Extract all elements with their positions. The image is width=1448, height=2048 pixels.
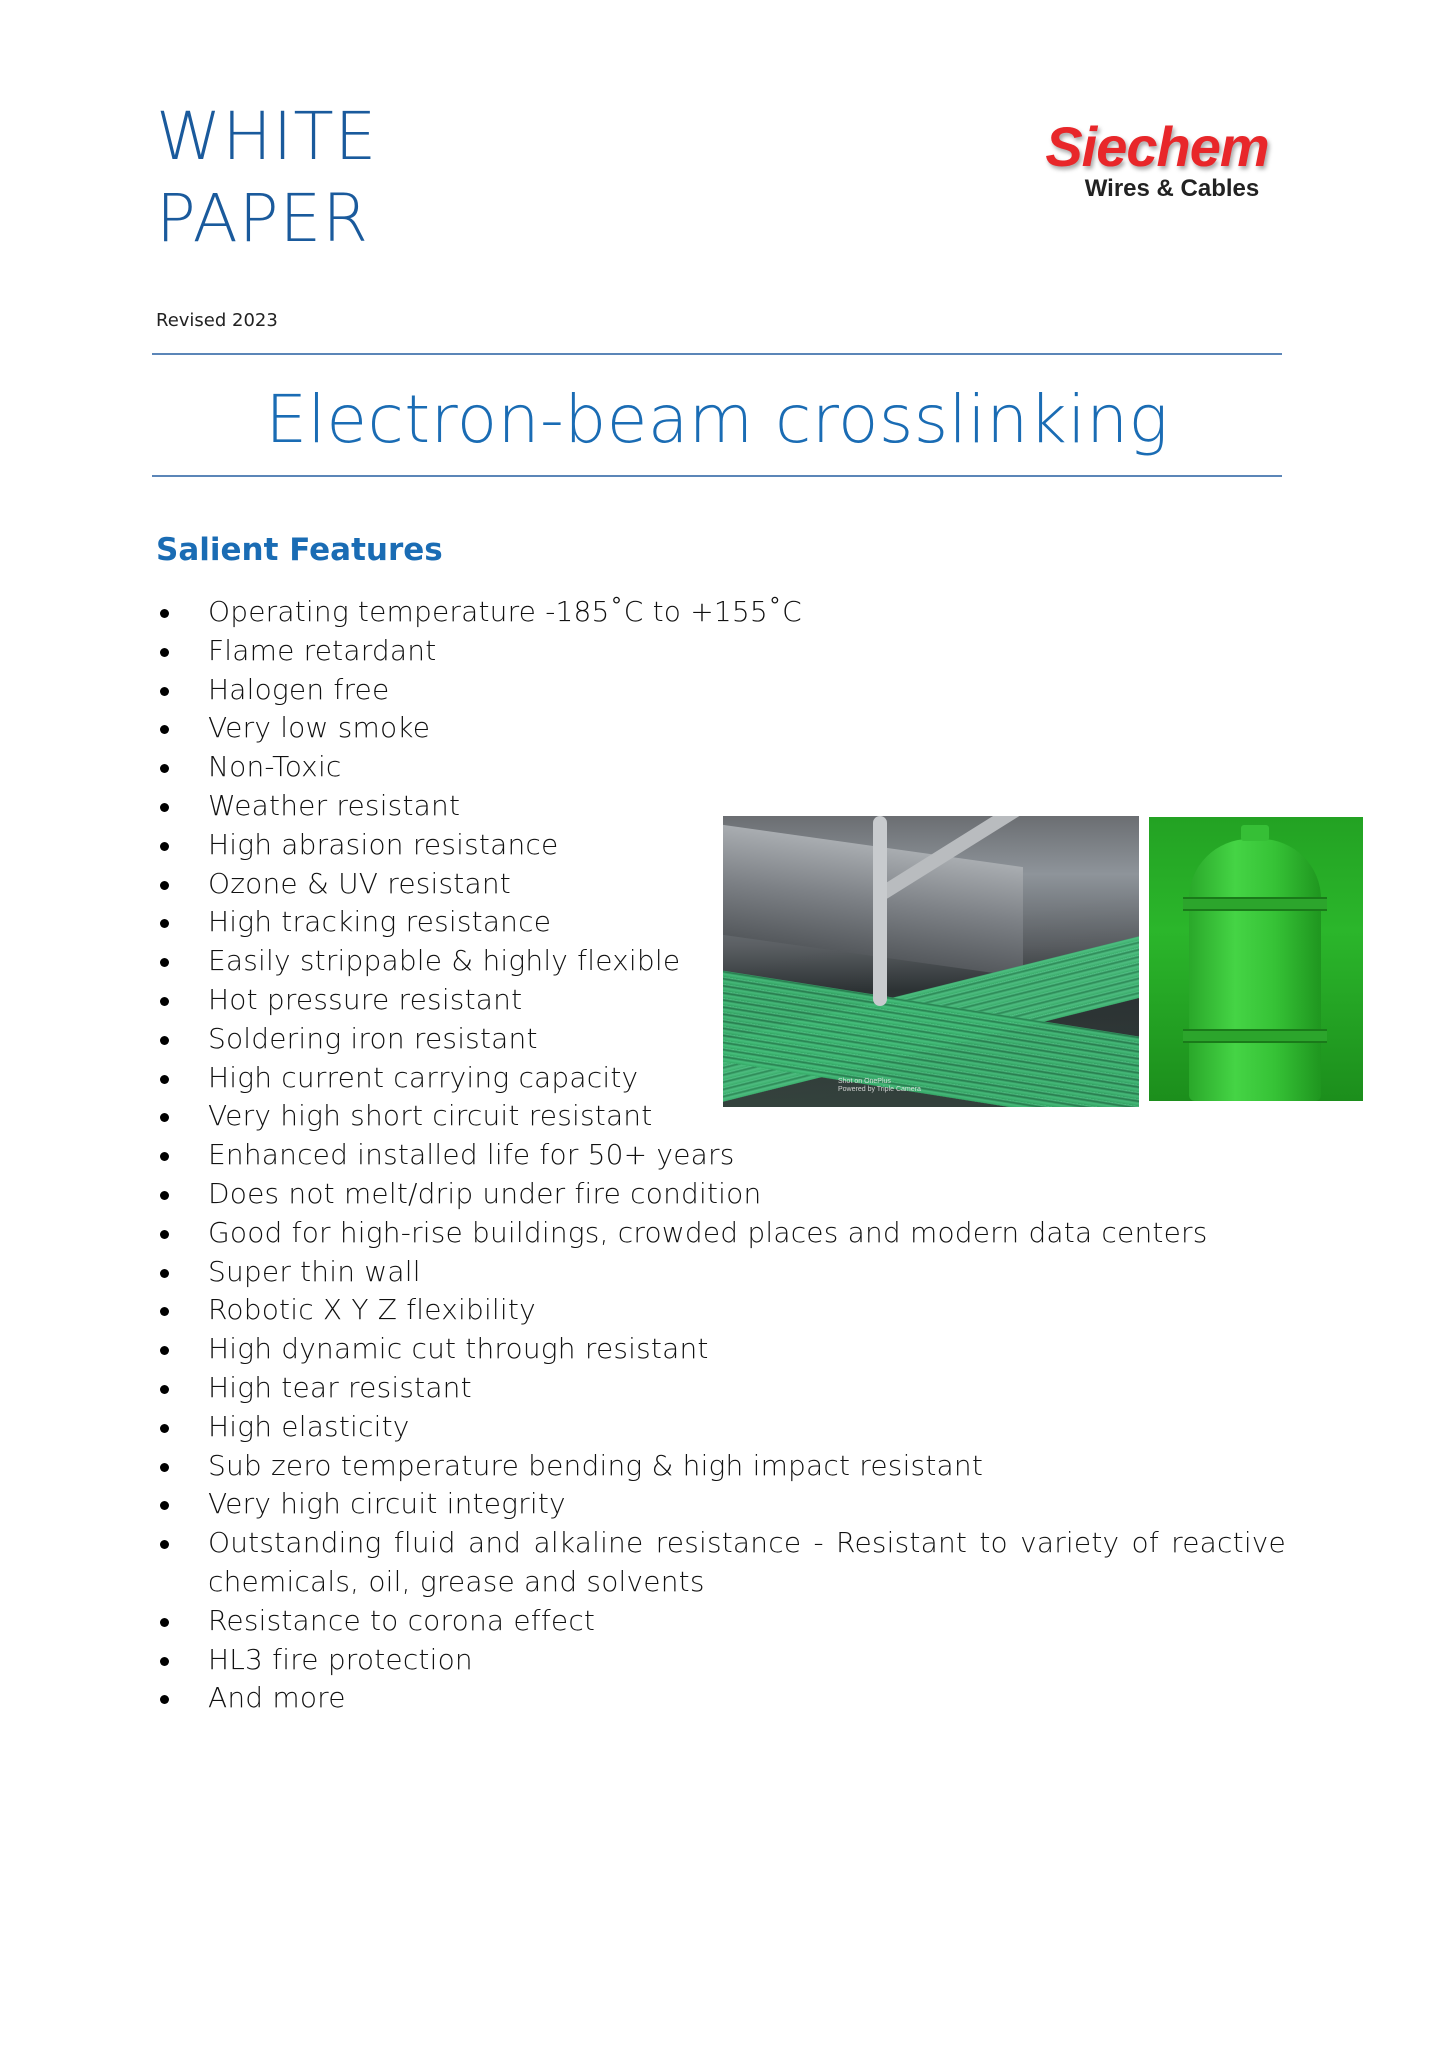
bullet-icon	[160, 1618, 169, 1627]
feature-item: Easily strippable & highly flexible	[156, 942, 1286, 981]
logo-brand-name: Siechem	[1045, 115, 1269, 178]
bullet-icon	[160, 842, 169, 851]
feature-item: Very high short circuit resistant	[156, 1097, 1286, 1136]
title-divider-top	[152, 353, 1282, 355]
accelerator-vessel-photo	[1149, 817, 1363, 1101]
feature-item: Resistance to corona effect	[156, 1602, 1286, 1641]
bullet-icon	[160, 881, 169, 890]
bullet-icon	[160, 764, 169, 773]
feature-item: Non-Toxic	[156, 748, 1286, 787]
feature-item: Enhanced installed life for 50+ years	[156, 1136, 1286, 1175]
bullet-icon	[160, 1113, 169, 1122]
feature-item: High elasticity	[156, 1408, 1286, 1447]
feature-item: Does not melt/drip under fire condition	[156, 1175, 1286, 1214]
section-heading: Salient Features	[156, 532, 443, 568]
bullet-icon	[160, 1191, 169, 1200]
bullet-icon	[160, 1075, 169, 1084]
feature-item: Soldering iron resistant	[156, 1020, 1286, 1059]
feature-item: Very high circuit integrity	[156, 1485, 1286, 1524]
feature-item: Good for high-rise buildings, crowded places and modern data centers	[156, 1214, 1286, 1253]
feature-item: Operating temperature -185˚C to +155˚C	[156, 593, 1286, 632]
vessel-flange-lower	[1183, 1029, 1327, 1043]
bullet-icon	[160, 1501, 169, 1510]
feature-item: Outstanding fluid and alkaline resistance - Resistant to variety of reactive chemicals, oil, grease and solvents	[156, 1524, 1286, 1602]
feature-item: High current carrying capacity	[156, 1059, 1286, 1098]
bullet-icon	[160, 1152, 169, 1161]
bullet-icon	[160, 1230, 169, 1239]
bullet-icon	[160, 919, 169, 928]
bullet-icon	[160, 648, 169, 657]
vessel-cap	[1241, 825, 1269, 841]
bullet-icon	[160, 1657, 169, 1666]
feature-item: HL3 fire protection	[156, 1641, 1286, 1680]
feature-item: And more	[156, 1679, 1286, 1718]
bullet-icon	[160, 1269, 169, 1278]
vessel-flange-upper	[1183, 897, 1327, 911]
bullet-icon	[160, 1385, 169, 1394]
feature-item: Flame retardant	[156, 632, 1286, 671]
page-title: Electron-beam crosslinking	[265, 381, 1169, 458]
feature-item: Hot pressure resistant	[156, 981, 1286, 1020]
photo-watermark: Shot on OnePlus Powered by Triple Camera	[838, 1078, 921, 1093]
feature-list	[156, 593, 1286, 1718]
ebeam-line-photo	[723, 816, 1139, 1107]
bullet-icon	[160, 609, 169, 618]
feature-item: Super thin wall	[156, 1253, 1286, 1292]
bullet-icon	[160, 1695, 169, 1704]
bullet-icon	[160, 1307, 169, 1316]
feature-item: Ozone & UV resistant	[156, 865, 1286, 904]
pipe	[873, 816, 887, 1006]
feature-item: Weather resistant	[156, 787, 1286, 826]
siechem-logo	[1022, 115, 1292, 206]
bullet-icon	[160, 1424, 169, 1433]
title-divider-bottom	[152, 475, 1282, 477]
bullet-icon	[160, 1346, 169, 1355]
bullet-icon	[160, 958, 169, 967]
logo-tagline: Wires & Cables	[1084, 175, 1260, 202]
bullet-icon	[160, 1463, 169, 1472]
doc-type-line-2: PAPER	[156, 180, 370, 257]
bullet-icon	[160, 1540, 169, 1549]
feature-item: High tracking resistance	[156, 903, 1286, 942]
feature-item: High dynamic cut through resistant	[156, 1330, 1286, 1369]
feature-item: Very low smoke	[156, 709, 1286, 748]
bullet-icon	[160, 687, 169, 696]
bullet-icon	[160, 803, 169, 812]
bullet-icon	[160, 1036, 169, 1045]
feature-item: Halogen free	[156, 671, 1286, 710]
doc-type-line-1: WHITE	[156, 98, 378, 175]
pressure-vessel	[1189, 839, 1321, 1101]
feature-item: High abrasion resistance	[156, 826, 1286, 865]
doc-type-heading	[156, 96, 377, 260]
feature-item: Robotic X Y Z flexibility	[156, 1291, 1286, 1330]
feature-item: High tear resistant	[156, 1369, 1286, 1408]
revised-date: Revised 2023	[156, 310, 278, 331]
bullet-icon	[160, 725, 169, 734]
feature-item: Sub zero temperature bending & high impact resistant	[156, 1447, 1286, 1486]
bullet-icon	[160, 997, 169, 1006]
